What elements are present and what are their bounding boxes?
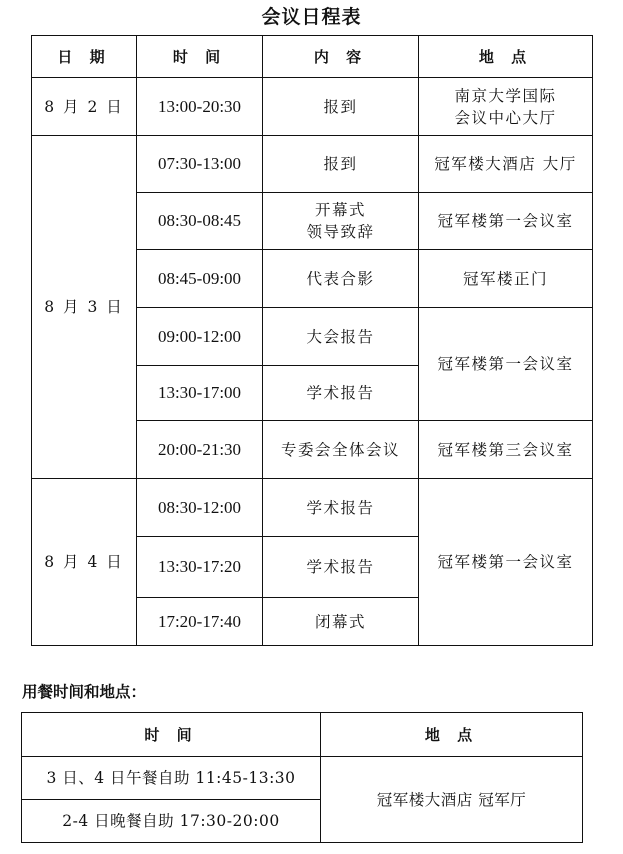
- meal-time-cell: 3 日、4 日午餐自助 11:45-13:30: [22, 757, 321, 800]
- time-cell: 13:30-17:20: [137, 537, 263, 598]
- time-cell: 20:00-21:30: [137, 421, 263, 479]
- header-place: 地 点: [419, 36, 593, 78]
- table-row: [32, 78, 593, 136]
- content-cell: 代表合影: [263, 250, 419, 308]
- table-row: [32, 136, 593, 193]
- header-date: 日 期: [32, 36, 137, 78]
- place-cell: 冠军楼第三会议室: [419, 421, 593, 479]
- time-cell: 08:30-12:00: [137, 479, 263, 537]
- table-row: [22, 757, 583, 800]
- meal-header-row: [22, 713, 583, 757]
- schedule-header-row: [32, 36, 593, 78]
- place-cell: 南京大学国际 会议中心大厅: [419, 78, 593, 136]
- content-cell: 大会报告: [263, 308, 419, 366]
- meal-table: [21, 712, 583, 843]
- date-cell: 8 月 3 日: [32, 136, 137, 479]
- content-cell: 报到: [263, 136, 419, 193]
- content-cell: 闭幕式: [263, 598, 419, 646]
- content-cell: 学术报告: [263, 479, 419, 537]
- time-cell: 08:45-09:00: [137, 250, 263, 308]
- table-row: [32, 479, 593, 537]
- content-cell: 开幕式 领导致辞: [263, 193, 419, 250]
- content-cell: 专委会全体会议: [263, 421, 419, 479]
- place-cell: 冠军楼大酒店 大厅: [419, 136, 593, 193]
- header-content: 内 容: [263, 36, 419, 78]
- header-time: 时 间: [137, 36, 263, 78]
- content-cell: 报到: [263, 78, 419, 136]
- content-cell: 学术报告: [263, 366, 419, 421]
- time-cell: 13:30-17:00: [137, 366, 263, 421]
- place-cell: 冠军楼第一会议室: [419, 479, 593, 646]
- time-cell: 09:00-12:00: [137, 308, 263, 366]
- time-cell: 13:00-20:30: [137, 78, 263, 136]
- meal-time-cell: 2-4 日晚餐自助 17:30-20:00: [22, 800, 321, 843]
- page-title: 会议日程表: [261, 6, 362, 28]
- date-cell: 8 月 4 日: [32, 479, 137, 646]
- time-cell: 17:20-17:40: [137, 598, 263, 646]
- schedule-table: [31, 35, 593, 646]
- time-cell: 08:30-08:45: [137, 193, 263, 250]
- meal-section-heading: 用餐时间和地点：: [22, 683, 147, 701]
- date-cell: 8 月 2 日: [32, 78, 137, 136]
- place-cell: 冠军楼第一会议室: [419, 193, 593, 250]
- content-cell: 学术报告: [263, 537, 419, 598]
- meal-header-place: 地 点: [321, 713, 583, 757]
- meal-header-time: 时 间: [22, 713, 321, 757]
- place-cell: 冠军楼第一会议室: [419, 308, 593, 421]
- time-cell: 07:30-13:00: [137, 136, 263, 193]
- meal-place-cell: 冠军楼大酒店 冠军厅: [321, 757, 583, 843]
- place-cell: 冠军楼正门: [419, 250, 593, 308]
